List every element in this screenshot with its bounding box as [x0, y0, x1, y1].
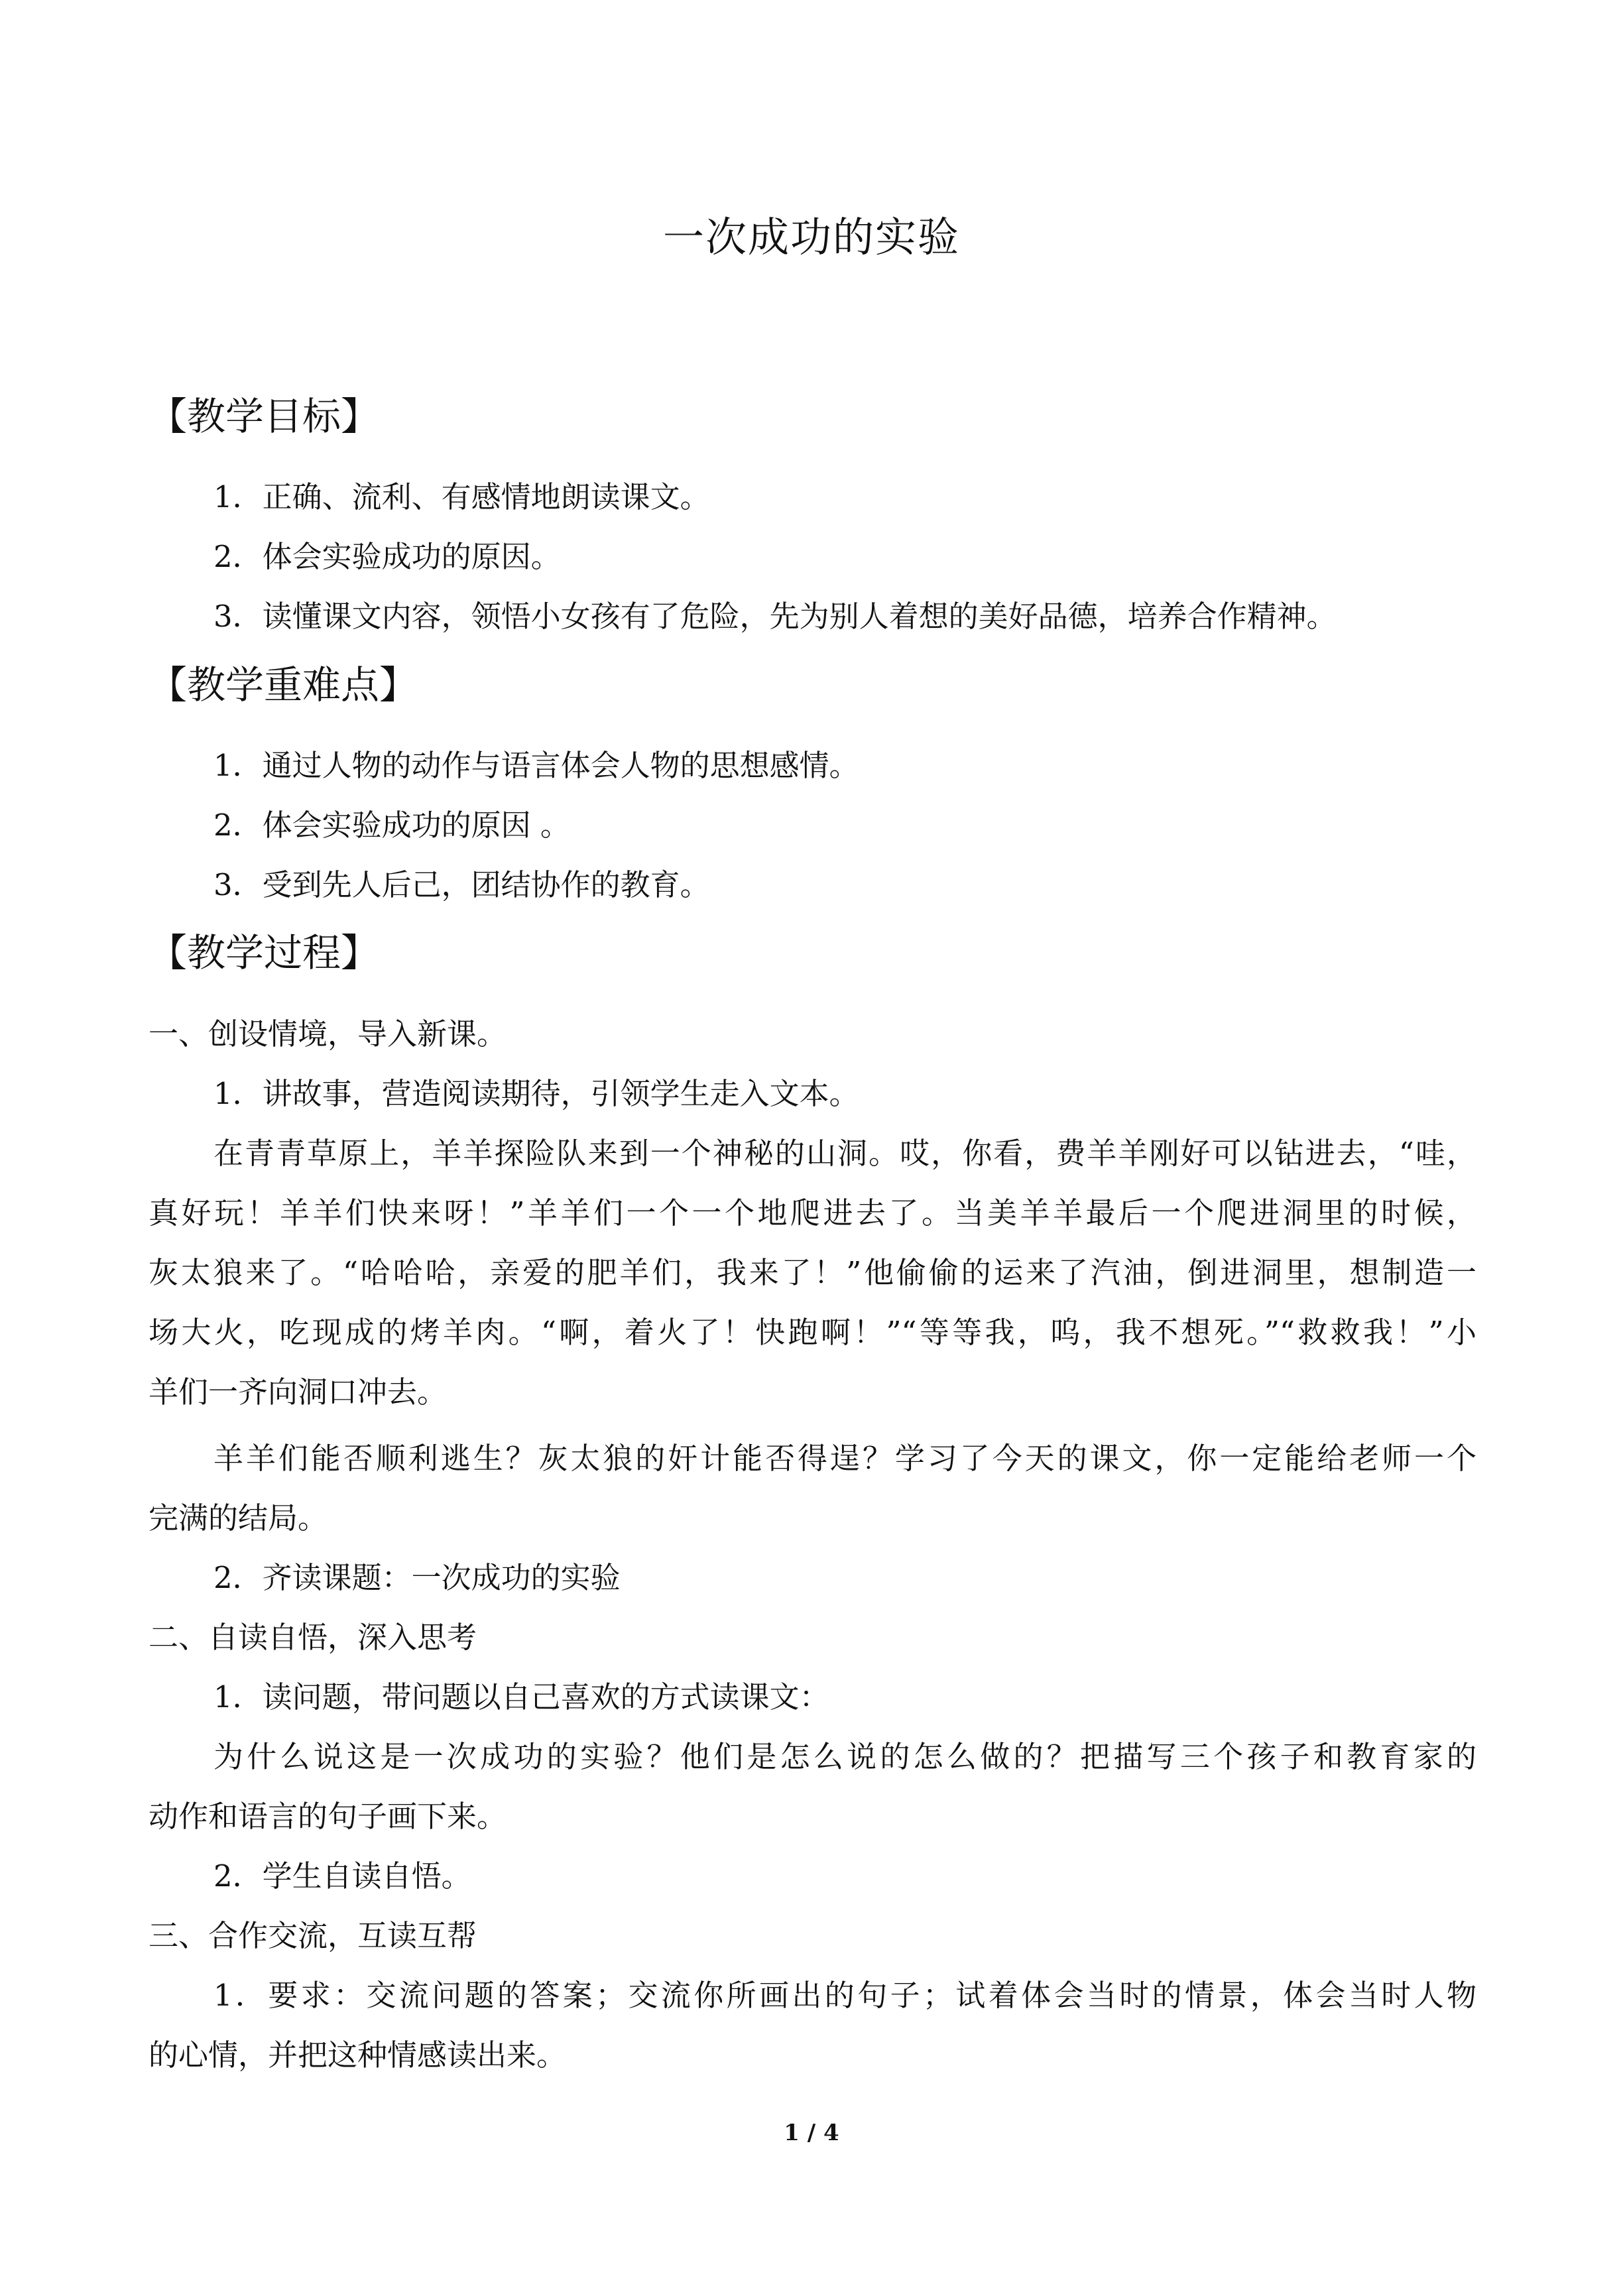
story-paragraph-line: 在青青草原上，羊羊探险队来到一个神秘的山洞。哎，你看，费羊羊刚好可以钻进去，“哇，: [213, 1136, 1476, 1171]
section-heading-process: 【教学过程】: [149, 930, 380, 975]
process-line: 1．讲故事，营造阅读期待，引领学生走入文本。: [213, 1076, 859, 1111]
section-heading-objectives: 【教学目标】: [149, 394, 380, 439]
story-paragraph-line: 场大火，吃现成的烤羊肉。“啊，着火了！快跑啊！”“等等我，呜，我不想死。”“救救我！”小: [149, 1315, 1476, 1350]
keypoint-item-3: 3．受到先人后己，团结协作的教育。: [213, 867, 710, 902]
objective-item-2: 2．体会实验成功的原因。: [213, 539, 561, 574]
question-paragraph-line: 羊羊们能否顺利逃生？灰太狼的奸计能否得逞？学习了今天的课文，你一定能给老师一个: [213, 1441, 1476, 1476]
story-paragraph-line: 真好玩！羊羊们快来呀！”羊羊们一个一个地爬进去了。当美羊羊最后一个爬进洞里的时候，: [149, 1195, 1476, 1231]
question-paragraph-line: 动作和语言的句子画下来。: [149, 1799, 507, 1834]
process-line: 2．齐读课题：一次成功的实验: [213, 1560, 621, 1595]
question-paragraph-line: 为什么说这是一次成功的实验？他们是怎么说的怎么做的？把描写三个孩子和教育家的: [213, 1739, 1476, 1774]
page-number: 1 / 4: [784, 2120, 839, 2146]
requirement-paragraph-line: 的心情，并把这种情感读出来。: [149, 2037, 567, 2073]
process-heading-3: 三、合作交流，互读互帮: [149, 1918, 477, 1953]
question-paragraph-line: 完满的结局。: [149, 1500, 328, 1536]
process-heading-1: 一、创设情境，导入新课。: [149, 1016, 507, 1052]
process-line: 1．读问题，带问题以自己喜欢的方式读课文：: [213, 1679, 829, 1715]
story-paragraph-line: 羊们一齐向洞口冲去。: [149, 1374, 448, 1410]
keypoint-item-2: 2．体会实验成功的原因 。: [213, 808, 570, 843]
objective-item-3: 3．读懂课文内容，领悟小女孩有了危险，先为别人着想的美好品德，培养合作精神。: [213, 599, 1337, 634]
objective-item-1: 1．正确、流利、有感情地朗读课文。: [213, 479, 710, 514]
keypoint-item-1: 1．通过人物的动作与语言体会人物的思想感情。: [213, 748, 859, 783]
process-line: 2．学生自读自悟。: [213, 1858, 471, 1894]
section-heading-keypoints: 【教学重难点】: [149, 662, 418, 707]
story-paragraph-line: 灰太狼来了。“哈哈哈，亲爱的肥羊们，我来了！”他偷偷的运来了汽油，倒进洞里，想制造一: [149, 1255, 1476, 1290]
requirement-paragraph-line: 1．要求：交流问题的答案；交流你所画出的句子；试着体会当时的情景，体会当时人物: [213, 1978, 1476, 2013]
process-heading-2: 二、自读自悟，深入思考: [149, 1620, 477, 1655]
document-title: 一次成功的实验: [662, 213, 960, 261]
